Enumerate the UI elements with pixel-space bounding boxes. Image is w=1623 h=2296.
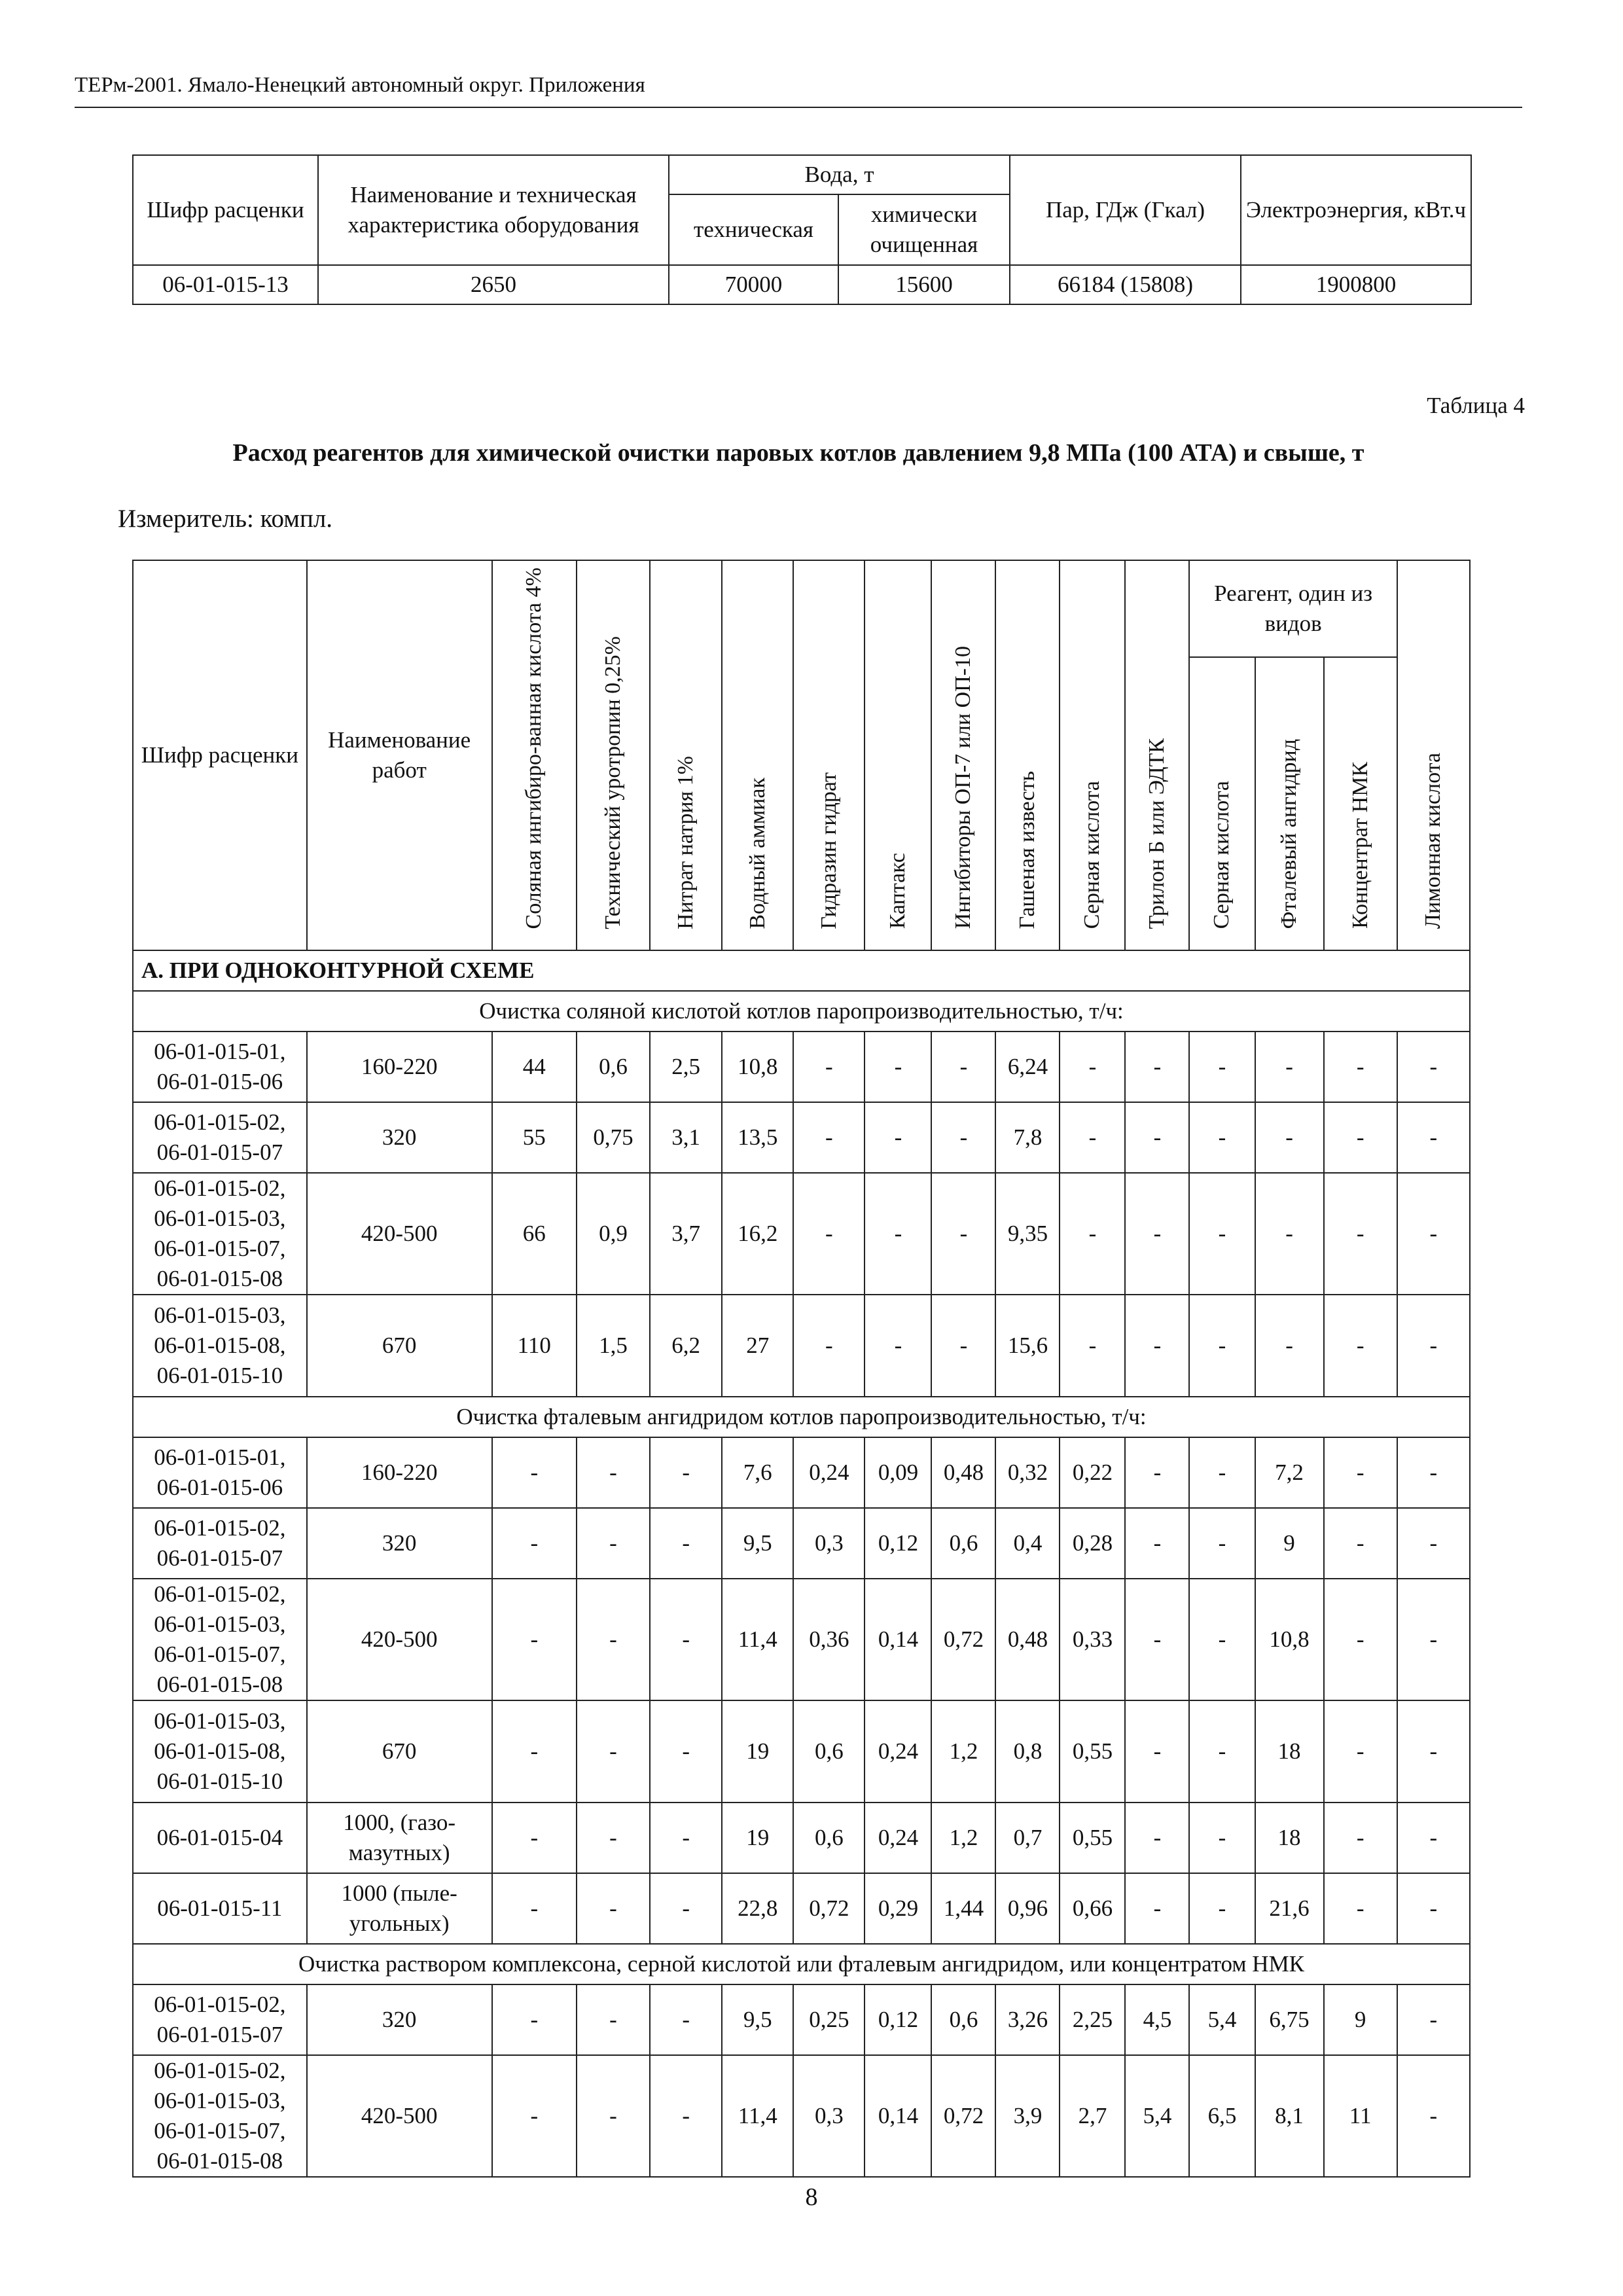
table-cell: 9,5	[722, 1984, 793, 2055]
table-cell: 0,09	[865, 1437, 931, 1508]
table-cell: -	[1397, 1508, 1470, 1579]
table-cell: 1,5	[577, 1295, 650, 1397]
table-cell: 18	[1255, 1803, 1324, 1873]
table-cell: -	[1125, 1295, 1189, 1397]
table-cell: 0,75	[577, 1102, 650, 1173]
table-cell: 66184 (15808)	[1010, 265, 1241, 304]
row-codes: 06-01-015-02, 06-01-015-03, 06-01-015-07, 06-01-015-08	[133, 1579, 307, 1700]
table-cell: 9	[1255, 1508, 1324, 1579]
table-cell: 70000	[669, 265, 838, 304]
table-cell: -	[1255, 1295, 1324, 1397]
table-cell: 7,2	[1255, 1437, 1324, 1508]
table-cell: 0,25	[793, 1984, 865, 2055]
table-row	[133, 1031, 1470, 1102]
table-cell: 0,22	[1060, 1437, 1125, 1508]
table-cell: 0,36	[793, 1579, 865, 1700]
row-codes: 06-01-015-11	[133, 1873, 307, 1944]
t2-header-reagent-group: Реагент, один из видов	[1189, 560, 1397, 657]
group-heading: Очистка фталевым ангидридом котлов паропроизводительностью, т/ч:	[133, 1397, 1470, 1437]
table-cell: 15,6	[995, 1295, 1060, 1397]
table-cell: -	[1125, 1437, 1189, 1508]
row-name: 320	[307, 1984, 492, 2055]
table-cell: 21,6	[1255, 1873, 1324, 1944]
t2-col-header: Технический уротропин 0,25%	[601, 636, 625, 929]
table-cell: 5,4	[1189, 1984, 1255, 2055]
table-cell: 15600	[838, 265, 1010, 304]
table-cell: -	[931, 1295, 995, 1397]
table-cell: 0,4	[995, 1508, 1060, 1579]
table-cell: -	[1397, 1579, 1470, 1700]
row-name: 160-220	[307, 1031, 492, 1102]
table-cell: 9,5	[722, 1508, 793, 1579]
table-cell: 1,2	[931, 1803, 995, 1873]
t1-header-steam: Пар, ГДж (Гкал)	[1010, 155, 1241, 265]
table-cell: 3,1	[650, 1102, 722, 1173]
table-cell: -	[650, 1803, 722, 1873]
table-row	[133, 1803, 1470, 1873]
table-cell: -	[931, 1173, 995, 1295]
table-cell: -	[1324, 1873, 1397, 1944]
row-codes: 06-01-015-01, 06-01-015-06	[133, 1437, 307, 1508]
table-cell: -	[650, 1437, 722, 1508]
t2-col-header: Фталевый ангидрид	[1277, 739, 1302, 929]
table-cell: -	[577, 1579, 650, 1700]
row-codes: 06-01-015-02, 06-01-015-07	[133, 1508, 307, 1579]
table-cell: 55	[492, 1102, 577, 1173]
reagents-table	[132, 560, 1471, 2178]
t2-header-code: Шифр расценки	[133, 560, 307, 950]
running-header: ТЕРм-2001. Ямало-Ненецкий автономный округ. Приложения	[75, 73, 645, 97]
table-cell: 2,5	[650, 1031, 722, 1102]
row-name: 420-500	[307, 1579, 492, 1700]
table-cell: 0,55	[1060, 1700, 1125, 1803]
unit-label: Измеритель: компл.	[118, 505, 333, 533]
t2-header-name: Наименование работ	[307, 560, 492, 950]
group-heading: Очистка соляной кислотой котлов паропроизводительностью, т/ч:	[133, 991, 1470, 1031]
table-cell: 0,48	[995, 1579, 1060, 1700]
table-cell: -	[1324, 1700, 1397, 1803]
table-cell: -	[650, 1984, 722, 2055]
t2-col-header: Каптакс	[885, 853, 910, 929]
table-cell: -	[1189, 1102, 1255, 1173]
table-cell: -	[1189, 1803, 1255, 1873]
t2-col-header: Нитрат натрия 1%	[673, 755, 698, 929]
table-cell: -	[1125, 1031, 1189, 1102]
row-codes: 06-01-015-02, 06-01-015-07	[133, 1984, 307, 2055]
table-title: Расход реагентов для химической очистки паровых котлов давлением 9,8 МПа (100 АТА) и свыше, т	[232, 439, 1364, 467]
table-cell: -	[577, 1803, 650, 1873]
t1-header-code: Шифр расценки	[133, 155, 318, 265]
table-cell: -	[865, 1295, 931, 1397]
table-cell: -	[1397, 1295, 1470, 1397]
table-row	[133, 1508, 1470, 1579]
table-cell: 0,3	[793, 2055, 865, 2177]
table-cell: -	[1125, 1803, 1189, 1873]
t1-header-electric: Электроэнергия, кВт.ч	[1241, 155, 1471, 265]
table-cell: -	[1255, 1102, 1324, 1173]
table-cell: -	[1324, 1437, 1397, 1508]
table-cell: -	[577, 1508, 650, 1579]
table-cell: -	[577, 1984, 650, 2055]
row-codes: 06-01-015-01, 06-01-015-06	[133, 1031, 307, 1102]
table-cell: -	[1189, 1173, 1255, 1295]
table-cell: 8,1	[1255, 2055, 1324, 2177]
table-cell: -	[1189, 1579, 1255, 1700]
table-cell: -	[1060, 1295, 1125, 1397]
table-cell: 10,8	[722, 1031, 793, 1102]
table-cell: -	[1324, 1031, 1397, 1102]
table-cell: -	[1125, 1873, 1189, 1944]
table-cell: -	[1125, 1102, 1189, 1173]
table-cell: 19	[722, 1700, 793, 1803]
table-cell: 0,14	[865, 1579, 931, 1700]
table-cell: 27	[722, 1295, 793, 1397]
table-cell: 0,8	[995, 1700, 1060, 1803]
table-row	[133, 1579, 1470, 1700]
table-cell: -	[492, 1873, 577, 1944]
table-cell: 2650	[318, 265, 669, 304]
table-cell: 0,66	[1060, 1873, 1125, 1944]
table-cell: 2,7	[1060, 2055, 1125, 2177]
table-cell: 7,8	[995, 1102, 1060, 1173]
row-codes: 06-01-015-02, 06-01-015-03, 06-01-015-07, 06-01-015-08	[133, 2055, 307, 2177]
table-cell: 6,5	[1189, 2055, 1255, 2177]
table-cell: -	[1397, 1102, 1470, 1173]
table-cell: -	[577, 1437, 650, 1508]
row-codes: 06-01-015-02, 06-01-015-07	[133, 1102, 307, 1173]
table-row	[133, 1984, 1470, 2055]
table-cell: 0,29	[865, 1873, 931, 1944]
table-cell: -	[1125, 1579, 1189, 1700]
table-cell: -	[1324, 1102, 1397, 1173]
table-cell: 0,48	[931, 1437, 995, 1508]
table-cell: -	[793, 1102, 865, 1173]
table-cell: -	[1189, 1700, 1255, 1803]
table-cell: -	[492, 1803, 577, 1873]
table-cell: 3,7	[650, 1173, 722, 1295]
t1-header-water-tech: техническая	[669, 194, 838, 265]
row-name: 420-500	[307, 2055, 492, 2177]
group-heading: Очистка раствором комплексона, серной кислотой или фталевым ангидридом, или концентратом НМК	[133, 1944, 1470, 1984]
table-cell: 5,4	[1125, 2055, 1189, 2177]
table-cell: 06-01-015-13	[133, 265, 318, 304]
t2-col-header: Водный аммиак	[745, 777, 770, 929]
table-cell: -	[1060, 1031, 1125, 1102]
table-cell: 9,35	[995, 1173, 1060, 1295]
row-codes: 06-01-015-02, 06-01-015-03, 06-01-015-07, 06-01-015-08	[133, 1173, 307, 1295]
t2-col-header: Ингибиторы ОП-7 или ОП-10	[951, 646, 976, 929]
header-rule	[75, 107, 1522, 108]
table-cell: 0,7	[995, 1803, 1060, 1873]
row-name: 670	[307, 1295, 492, 1397]
table-cell: 0,72	[931, 2055, 995, 2177]
table-cell: 6,75	[1255, 1984, 1324, 2055]
page-number: 8	[805, 2183, 818, 2211]
table-cell: 0,12	[865, 1984, 931, 2055]
table-cell: 0,6	[577, 1031, 650, 1102]
t2-col-header: Серная кислота	[1080, 781, 1105, 929]
table-cell: -	[1324, 1803, 1397, 1873]
t2-col-header: Соляная ингибиро-ванная кислота 4%	[522, 567, 546, 929]
table-row	[133, 1173, 1470, 1295]
t1-header-water: Вода, т	[669, 155, 1010, 194]
t2-col-header: Концентрат НМК	[1347, 762, 1372, 929]
table-cell: 19	[722, 1803, 793, 1873]
table-cell: 110	[492, 1295, 577, 1397]
table-cell: 0,24	[865, 1700, 931, 1803]
row-name: 320	[307, 1102, 492, 1173]
table-cell: -	[650, 1508, 722, 1579]
row-name: 420-500	[307, 1173, 492, 1295]
table-cell: -	[1324, 1295, 1397, 1397]
table-cell: 1900800	[1241, 265, 1471, 304]
table-cell: -	[1125, 1700, 1189, 1803]
table-cell: -	[865, 1102, 931, 1173]
row-codes: 06-01-015-04	[133, 1803, 307, 1873]
table-cell: -	[577, 1873, 650, 1944]
table-cell: -	[1189, 1031, 1255, 1102]
table-cell: -	[650, 1700, 722, 1803]
table-cell: 44	[492, 1031, 577, 1102]
table-cell: -	[1397, 1437, 1470, 1508]
row-name: 320	[307, 1508, 492, 1579]
table-cell: 3,9	[995, 2055, 1060, 2177]
table-cell: -	[1397, 1984, 1470, 2055]
table-row	[133, 1295, 1470, 1397]
table-cell: 66	[492, 1173, 577, 1295]
table-cell: -	[577, 2055, 650, 2177]
table-cell: -	[793, 1295, 865, 1397]
table-cell: 0,14	[865, 2055, 931, 2177]
table-cell: -	[1397, 1700, 1470, 1803]
table-cell: -	[793, 1173, 865, 1295]
table-cell: -	[1189, 1508, 1255, 1579]
table-cell: -	[1189, 1437, 1255, 1508]
table-cell: -	[492, 1579, 577, 1700]
table-cell: -	[492, 1700, 577, 1803]
table-cell: -	[865, 1173, 931, 1295]
table-row	[133, 1700, 1470, 1803]
table-cell: -	[1125, 1173, 1189, 1295]
table-cell: -	[1397, 2055, 1470, 2177]
table-cell: -	[492, 1984, 577, 2055]
table-cell: -	[650, 1579, 722, 1700]
table-cell: 0,6	[931, 1508, 995, 1579]
table-cell: 0,24	[793, 1437, 865, 1508]
t2-col-header: Гашеная известь	[1015, 770, 1040, 929]
t2-col-header: Лимонная кислота	[1421, 753, 1446, 929]
table-cell: 6,24	[995, 1031, 1060, 1102]
t1-header-water-chem: химически очищенная	[838, 194, 1010, 265]
table-cell: 1,44	[931, 1873, 995, 1944]
table-cell: -	[650, 2055, 722, 2177]
table-cell: 0,3	[793, 1508, 865, 1579]
table-cell: 0,28	[1060, 1508, 1125, 1579]
table-cell: 11,4	[722, 2055, 793, 2177]
t2-col-header: Трилон Б или ЭДТК	[1145, 738, 1169, 929]
table-cell: 0,12	[865, 1508, 931, 1579]
table-cell: 0,6	[793, 1803, 865, 1873]
table-cell: 3,26	[995, 1984, 1060, 2055]
table-cell: 10,8	[1255, 1579, 1324, 1700]
row-codes: 06-01-015-03, 06-01-015-08, 06-01-015-10	[133, 1295, 307, 1397]
table-cell: 6,2	[650, 1295, 722, 1397]
table-cell: -	[1324, 1173, 1397, 1295]
table-row	[133, 1873, 1470, 1944]
table-cell: 18	[1255, 1700, 1324, 1803]
table-cell: 11,4	[722, 1579, 793, 1700]
table-cell: 0,32	[995, 1437, 1060, 1508]
table-cell: -	[1060, 1102, 1125, 1173]
row-codes: 06-01-015-03, 06-01-015-08, 06-01-015-10	[133, 1700, 307, 1803]
table-cell: 0,33	[1060, 1579, 1125, 1700]
t2-col-header: Гидразин гидрат	[816, 772, 841, 929]
t1-header-name: Наименование и техническая характеристика оборудования	[318, 155, 669, 265]
table-cell: -	[1125, 1508, 1189, 1579]
table-cell: -	[793, 1031, 865, 1102]
table-cell: -	[1255, 1031, 1324, 1102]
table-cell: -	[931, 1031, 995, 1102]
table-cell: -	[1255, 1173, 1324, 1295]
table-row	[133, 265, 1471, 304]
table-cell: -	[492, 1437, 577, 1508]
table-cell: 22,8	[722, 1873, 793, 1944]
table-cell: -	[650, 1873, 722, 1944]
table-cell: -	[865, 1031, 931, 1102]
table-cell: -	[1060, 1173, 1125, 1295]
table-cell: 0,9	[577, 1173, 650, 1295]
table-cell: -	[492, 1508, 577, 1579]
table-cell: -	[577, 1700, 650, 1803]
section-heading: А. ПРИ ОДНОКОНТУРНОЙ СХЕМЕ	[133, 950, 1470, 991]
table-cell: -	[1324, 1508, 1397, 1579]
table-cell: 11	[1324, 2055, 1397, 2177]
table-cell: 4,5	[1125, 1984, 1189, 2055]
table-number: Таблица 4	[1427, 393, 1525, 418]
row-name: 670	[307, 1700, 492, 1803]
table-cell: 0,6	[793, 1700, 865, 1803]
table-cell: 1,2	[931, 1700, 995, 1803]
table-cell: -	[492, 2055, 577, 2177]
table-cell: -	[1397, 1803, 1470, 1873]
table-row	[133, 1102, 1470, 1173]
table-cell: 0,96	[995, 1873, 1060, 1944]
row-name: 160-220	[307, 1437, 492, 1508]
table-cell: 0,72	[793, 1873, 865, 1944]
t2-col-header: Серная кислота	[1209, 781, 1234, 929]
table-cell: -	[1189, 1295, 1255, 1397]
table-cell: 0,55	[1060, 1803, 1125, 1873]
table-cell: -	[1324, 1579, 1397, 1700]
table-row	[133, 1437, 1470, 1508]
row-name: 1000, (газо-мазутных)	[307, 1803, 492, 1873]
table-cell: 0,24	[865, 1803, 931, 1873]
table-cell: 7,6	[722, 1437, 793, 1508]
table-cell: 0,6	[931, 1984, 995, 2055]
table-cell: -	[1189, 1873, 1255, 1944]
table-cell: -	[1397, 1873, 1470, 1944]
resources-table	[132, 154, 1472, 305]
table-cell: 13,5	[722, 1102, 793, 1173]
table-cell: -	[1397, 1031, 1470, 1102]
table-cell: 16,2	[722, 1173, 793, 1295]
row-name: 1000 (пыле-угольных)	[307, 1873, 492, 1944]
table-row	[133, 2055, 1470, 2177]
table-cell: 9	[1324, 1984, 1397, 2055]
table-cell: -	[931, 1102, 995, 1173]
table-cell: -	[1397, 1173, 1470, 1295]
table-cell: 0,72	[931, 1579, 995, 1700]
table-cell: 2,25	[1060, 1984, 1125, 2055]
